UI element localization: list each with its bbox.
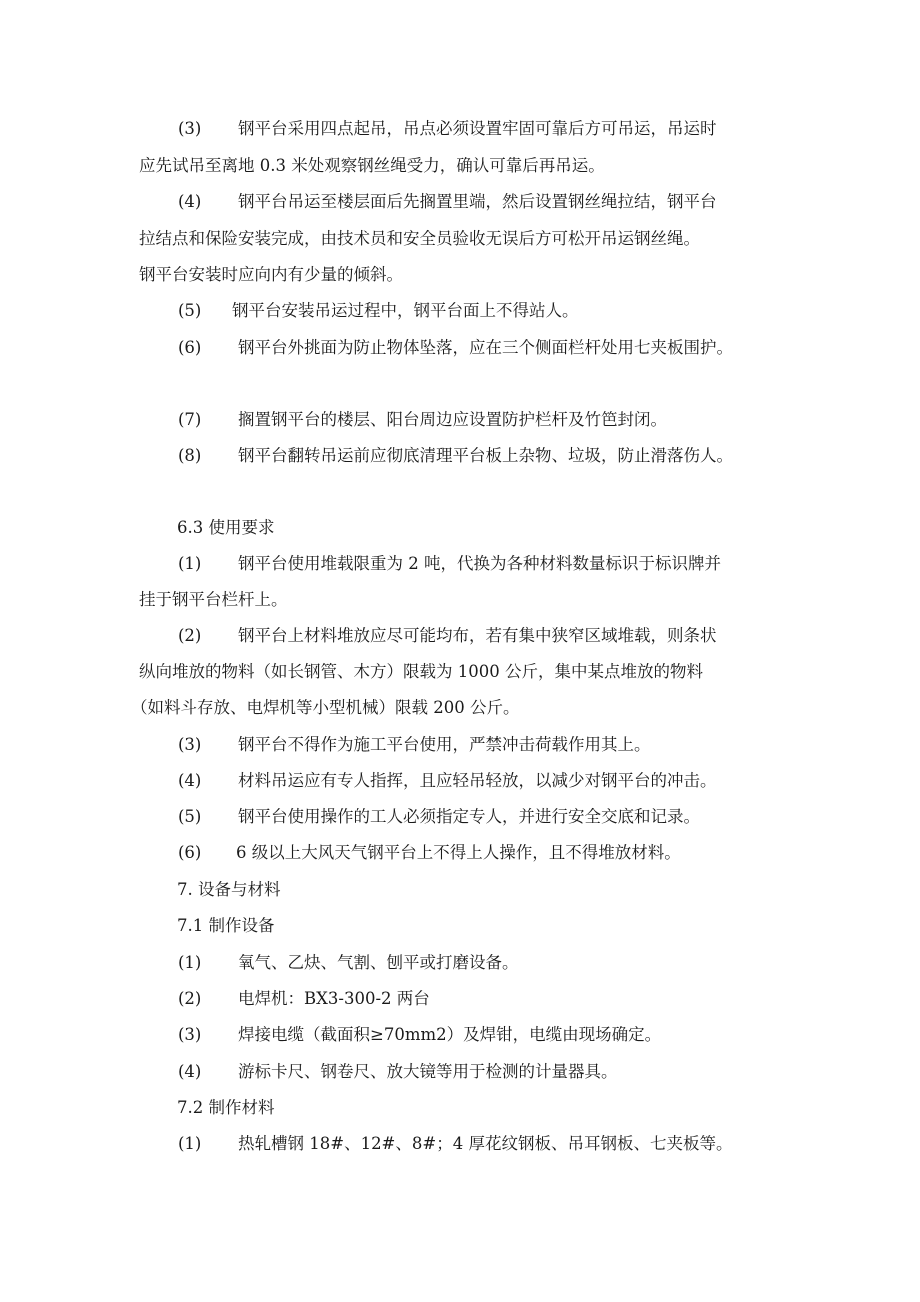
item-number: (6) xyxy=(178,338,202,357)
item-number: (4) xyxy=(178,771,202,790)
item-text: 游标卡尺、钢卷尺、放大镜等用于检测的计量器具。 xyxy=(238,1062,618,1081)
item-text: 电焊机：BX3-300-2 两台 xyxy=(238,989,430,1008)
item-text: （如料斗存放、电焊机等小型机械）限载 200 公斤。 xyxy=(131,698,520,717)
item-number: (3) xyxy=(178,119,202,138)
item-text: 6 级以上大风天气钢平台上不得上人操作，且不得堆放材料。 xyxy=(236,843,681,862)
item-text: 钢平台使用堆载限重为 2 吨，代换为各种材料数量标识于标识牌并 xyxy=(238,554,721,573)
section-heading-text: 6.3 使用要求 xyxy=(177,518,275,537)
item-number: (1) xyxy=(178,1134,202,1153)
section-heading-text: 7.1 制作设备 xyxy=(177,916,275,935)
item-number: (4) xyxy=(178,1062,202,1081)
item-text: 钢平台翻转吊运前应彻底清理平台板上杂物、垃圾，防止滑落伤人。 xyxy=(238,446,733,465)
item-text: 钢平台安装时应向内有少量的倾斜。 xyxy=(139,265,403,284)
item-number: (4) xyxy=(178,192,202,211)
item-number: (2) xyxy=(178,989,202,1008)
section-heading-text: 7. 设备与材料 xyxy=(177,880,281,899)
item-text: 热轧槽钢 18#、12#、8#；4 厚花纹钢板、吊耳钢板、七夹板等。 xyxy=(238,1134,733,1153)
item-number: (6) xyxy=(178,843,202,862)
item-text: 拉结点和保险安装完成，由技术员和安全员验收无误后方可松开吊运钢丝绳。 xyxy=(139,229,700,248)
item-text: 钢平台采用四点起吊，吊点必须设置牢固可靠后方可吊运，吊运时 xyxy=(238,119,717,138)
item-number: (5) xyxy=(178,807,202,826)
item-text: 钢平台安装吊运过程中，钢平台面上不得站人。 xyxy=(232,301,579,320)
item-number: (1) xyxy=(178,953,202,972)
item-text: 钢平台上材料堆放应尽可能均布，若有集中狭窄区域堆载，则条状 xyxy=(238,626,717,645)
item-number: (7) xyxy=(178,410,202,429)
item-text: 钢平台吊运至楼层面后先搁置里端，然后设置钢丝绳拉结，钢平台 xyxy=(238,192,717,211)
item-number: (8) xyxy=(178,446,202,465)
item-text: 应先试吊至离地 0.3 米处观察钢丝绳受力，确认可靠后再吊运。 xyxy=(139,156,605,175)
item-text: 钢平台使用操作的工人必须指定专人，并进行安全交底和记录。 xyxy=(238,807,700,826)
item-number: (2) xyxy=(178,626,202,645)
item-text: 纵向堆放的物料（如长钢管、木方）限载为 1000 公斤，集中某点堆放的物料 xyxy=(139,662,703,681)
item-text: 挂于钢平台栏杆上。 xyxy=(139,590,288,609)
item-text: 钢平台不得作为施工平台使用，严禁冲击荷载作用其上。 xyxy=(238,735,651,754)
item-number: (1) xyxy=(178,554,202,573)
section-heading-text: 7.2 制作材料 xyxy=(177,1098,275,1117)
item-number: (3) xyxy=(178,735,202,754)
item-text: 钢平台外挑面为防止物体坠落，应在三个侧面栏杆处用七夹板围护。 xyxy=(238,338,733,357)
item-text: 氧气、乙炔、气割、刨平或打磨设备。 xyxy=(238,953,519,972)
item-text: 焊接电缆（截面积≥70mm2）及焊钳，电缆由现场确定。 xyxy=(238,1025,662,1044)
item-text: 材料吊运应有专人指挥，且应轻吊轻放，以减少对钢平台的冲击。 xyxy=(238,771,717,790)
item-number: (5) xyxy=(178,301,202,320)
item-text: 搁置钢平台的楼层、阳台周边应设置防护栏杆及竹笆封闭。 xyxy=(238,410,667,429)
item-number: (3) xyxy=(178,1025,202,1044)
